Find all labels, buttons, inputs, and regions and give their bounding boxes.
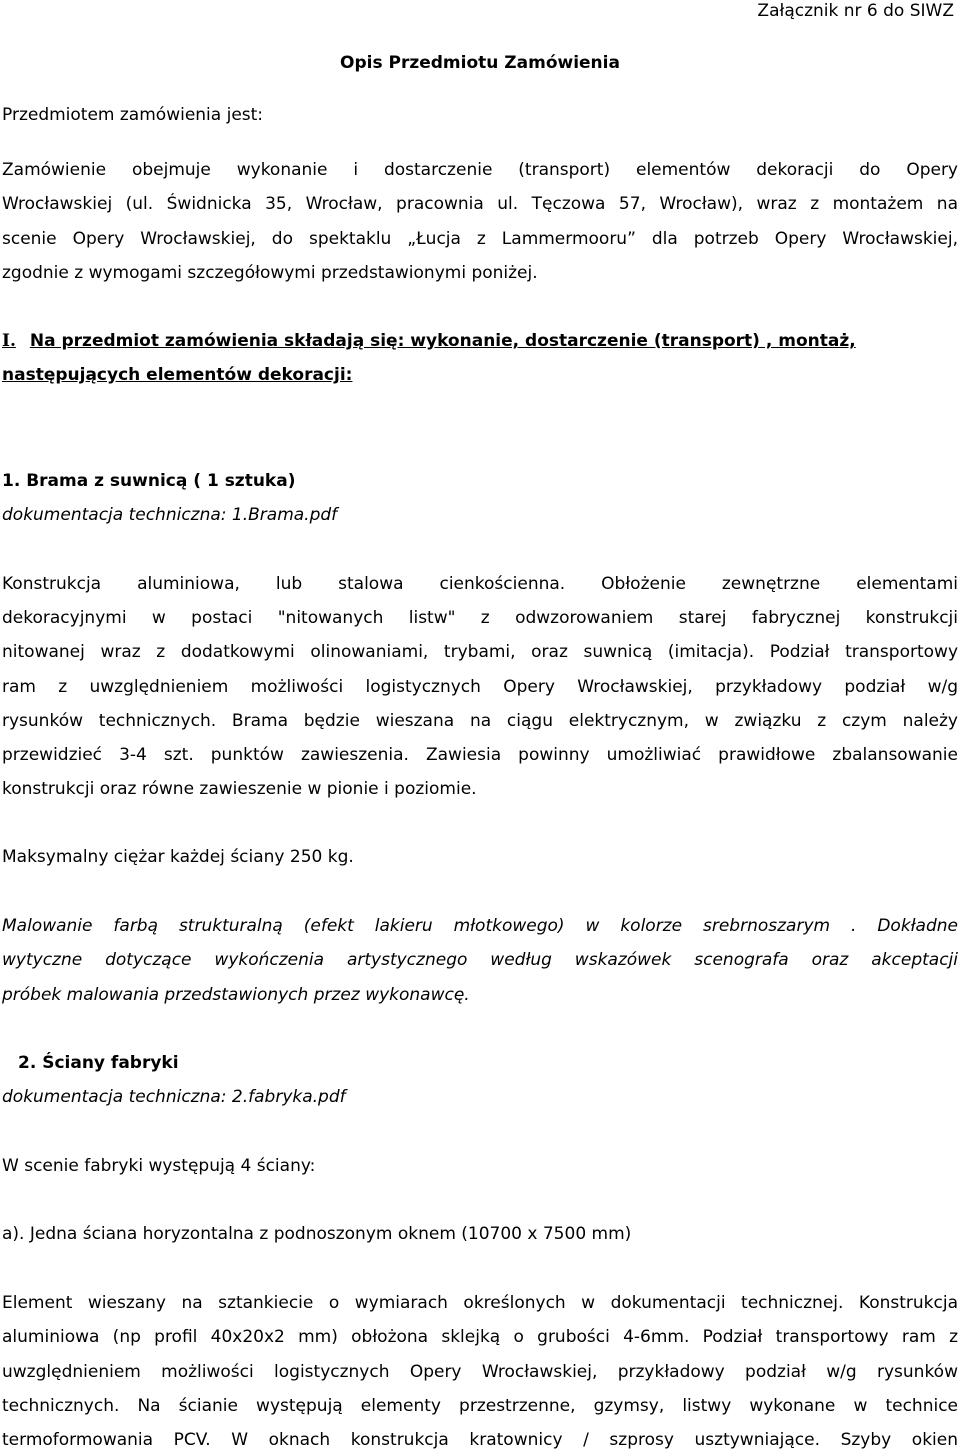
- item1-desc-line: rysunków technicznych. Brama będzie wieszana na ciągu elektrycznym, w związku z czym należy: [2, 711, 958, 731]
- item1-desc-line: nitowanej wraz z dodatkowymi olinowaniami, trybami, oraz suwnicą (imitacja). Podział transportowy: [2, 642, 958, 662]
- item1-max-weight: Maksymalny ciężar każdej ściany 250 kg.: [2, 847, 354, 867]
- item1-paint-line: wytyczne dotyczące wykończenia artystycznego według wskazówek scenografa oraz akceptacji: [2, 950, 958, 970]
- section-number: I.: [2, 331, 16, 351]
- item1-paint-line: próbek malowania przedstawionych przez wykonawcę.: [2, 985, 470, 1005]
- item2-desc-line: Element wieszany na sztankiecie o wymiarach określonych w dokumentacji technicznej. Konstrukcja: [2, 1293, 958, 1313]
- scope-line: Zamówienie obejmuje wykonanie i dostarczenie (transport) elementów dekoracji do Opery: [2, 160, 958, 180]
- item2-desc-line: termoformowania PCV. W oknach konstrukcja kratownicy / szprosy usztywniające. Szyby okien: [2, 1430, 958, 1450]
- item2-walls-intro: W scenie fabryki występują 4 ściany:: [2, 1156, 316, 1176]
- intro-text: Przedmiotem zamówienia jest:: [2, 105, 264, 125]
- item1-desc-line: ram z uwzględnieniem możliwości logistycznych Opery Wrocławskiej, przykładowy podział w/g: [2, 677, 958, 697]
- item1-desc-line: przewidzieć 3-4 szt. punktów zawieszenia. Zawiesia powinny umożliwiać prawidłowe zbalansowanie: [2, 745, 958, 765]
- item1-desc-line: dekoracyjnymi w postaci "nitowanych listw" z odwzorowaniem starej fabrycznej konstrukcji: [2, 608, 958, 628]
- section-heading: [2, 330, 958, 352]
- scope-line: zgodnie z wymogami szczegółowymi przedstawionymi poniżej.: [2, 263, 538, 283]
- section-heading-line2: następujących elementów dekoracji:: [2, 365, 353, 385]
- scope-line: Wrocławskiej (ul. Świdnicka 35, Wrocław, pracownia ul. Tęczowa 57, Wrocław), wraz z montażem na: [2, 194, 958, 214]
- item1-doc-reference: dokumentacja techniczna: 1.Brama.pdf: [2, 505, 338, 525]
- item2-doc-reference: dokumentacja techniczna: 2.fabryka.pdf: [2, 1087, 346, 1107]
- item2-heading: 2. Ściany fabryki: [18, 1053, 179, 1073]
- scope-line: scenie Opery Wrocławskiej, do spektaklu „Łucja z Lammermooru” dla potrzeb Opery Wrocławskiej,: [2, 229, 958, 249]
- item1-paint-line: Malowanie farbą strukturalną (efekt lakieru młotkowego) w kolorze srebrnoszarym . Dokładne: [2, 916, 958, 936]
- item2-desc-line: uwzględnieniem możliwości logistycznych Opery Wrocławskiej, przykładowy podział w/g rysunków: [2, 1362, 958, 1382]
- item1-heading: 1. Brama z suwnicą ( 1 sztuka): [2, 471, 296, 491]
- item2-wall-a: a). Jedna ściana horyzontalna z podnoszonym oknem (10700 x 7500 mm): [2, 1224, 632, 1244]
- section-heading-line1: Na przedmiot zamówienia składają się: wykonanie, dostarczenie (transport) , montaż,: [29, 331, 856, 351]
- item2-desc-line: technicznych. Na ścianie występują elementy przestrzenne, gzymsy, listwy wykonane w technice: [2, 1396, 958, 1416]
- document-title: Opis Przedmiotu Zamówienia: [340, 53, 620, 73]
- item1-desc-line: Konstrukcja aluminiowa, lub stalowa cienkościenna. Obłożenie zewnętrzne elementami: [2, 574, 958, 594]
- item2-desc-line: aluminiowa (np profil 40x20x2 mm) obłożona sklejką o grubości 4-6mm. Podział transportowy ram z: [2, 1327, 958, 1347]
- item1-desc-line: konstrukcji oraz równe zawieszenie w pionie i poziomie.: [2, 779, 477, 799]
- annex-label: Załącznik nr 6 do SIWZ: [757, 1, 954, 21]
